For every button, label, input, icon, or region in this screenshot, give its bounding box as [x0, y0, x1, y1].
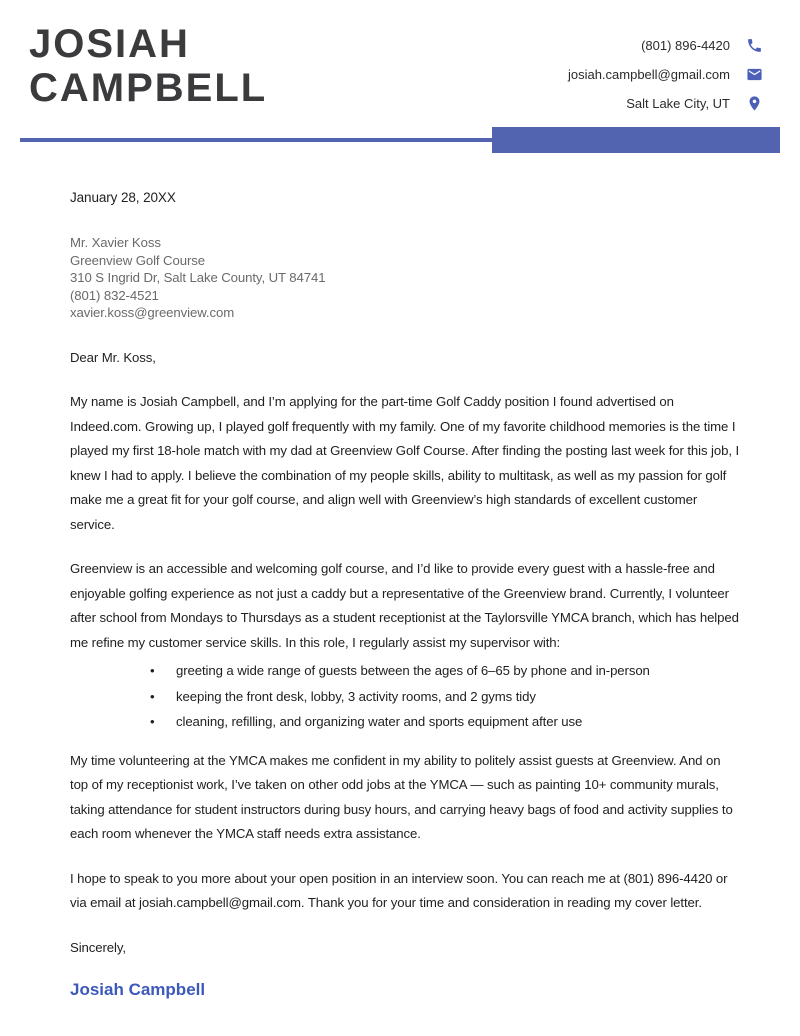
sender-last-name: CAMPBELL — [29, 66, 268, 110]
signoff: Sincerely, — [70, 939, 126, 955]
signature-name: Josiah Campbell — [70, 980, 206, 999]
recipient-email: xavier.koss@greenview.com — [70, 305, 235, 320]
email-address: josiah.campbell@gmail.com — [567, 67, 730, 82]
duties-list — [70, 658, 740, 735]
location-text: Salt Lake City, UT — [626, 96, 730, 111]
header-divider-line — [20, 138, 492, 142]
list-item: • cleaning, refilling, and organizing water and sports equipment after use — [150, 709, 740, 735]
recipient-name: Mr. Xavier Koss — [70, 235, 161, 250]
letter-date: January 28, 20XX — [70, 190, 176, 205]
contact-block — [568, 31, 763, 118]
header-divider-bar — [492, 127, 780, 153]
paragraph-experience: Greenview is an accessible and welcoming golf course, and I’d like to provide every guest with a hassle-free and enjoyable golfing experience as not just a caddy but a representative of the Greenview brand. Currently, I volunteer after school from Mondays to Thursdays as a student receptionist at the Taylorsville YMCA branch, which has helped me refine my customer service skills. In this role, I regularly assist my supervisor with: — [70, 561, 739, 650]
letter-header — [0, 0, 800, 153]
list-item: • greeting a wide range of guests between the ages of 6–65 by phone and in-person — [150, 658, 740, 684]
recipient-block — [70, 234, 740, 322]
phone-icon — [746, 37, 763, 54]
paragraph-closing: I hope to speak to you more about your open position in an interview soon. You can reach me at (801) 896-4420 or via email at josiah.campbell@gmail.com. Thank you for your time and consideration in reading my cover letter. — [70, 870, 728, 910]
recipient-address: 310 S Ingrid Dr, Salt Lake County, UT 84741 — [70, 270, 326, 285]
contact-row-location — [568, 89, 763, 118]
paragraph-skills: My time volunteering at the YMCA makes me confident in my ability to politely assist guests at Greenview. And on top of my receptionist work, I’ve taken on other odd jobs at the YMCA — such as painting 10+ community murals, taking attendance for student instructors during busy hours, and carrying heavy bags of food and activity supplies to each room whenever the YMCA staff needs extra assistance. — [70, 752, 733, 841]
letter-body — [0, 153, 800, 1000]
phone-number: (801) 896-4420 — [641, 38, 730, 53]
recipient-phone: (801) 832-4521 — [70, 287, 159, 303]
sender-name — [29, 22, 267, 110]
contact-row-email — [568, 60, 763, 89]
location-icon — [746, 95, 763, 112]
recipient-company: Greenview Golf Course — [70, 252, 205, 268]
envelope-icon — [746, 66, 763, 83]
sender-first-name: JOSIAH — [29, 22, 190, 66]
list-item: • keeping the front desk, lobby, 3 activity rooms, and 2 gyms tidy — [150, 684, 740, 710]
contact-row-phone — [568, 31, 763, 60]
salutation: Dear Mr. Koss, — [70, 349, 156, 365]
paragraph-intro: My name is Josiah Campbell, and I’m applying for the part-time Golf Caddy position I found advertised on Indeed.com. Growing up, I played golf frequently with my family. One of my favorite childhood memories is the time I played my first 18-hole match with my dad at Greenview Golf Course. After finding the posting last week for this job, I knew I had to apply. I believe the combination of my people skills, ability to multitask, as well as my passion for golf make me a great fit for your golf course, and align well with Greenview’s high standards of excellent customer service. — [70, 394, 740, 532]
